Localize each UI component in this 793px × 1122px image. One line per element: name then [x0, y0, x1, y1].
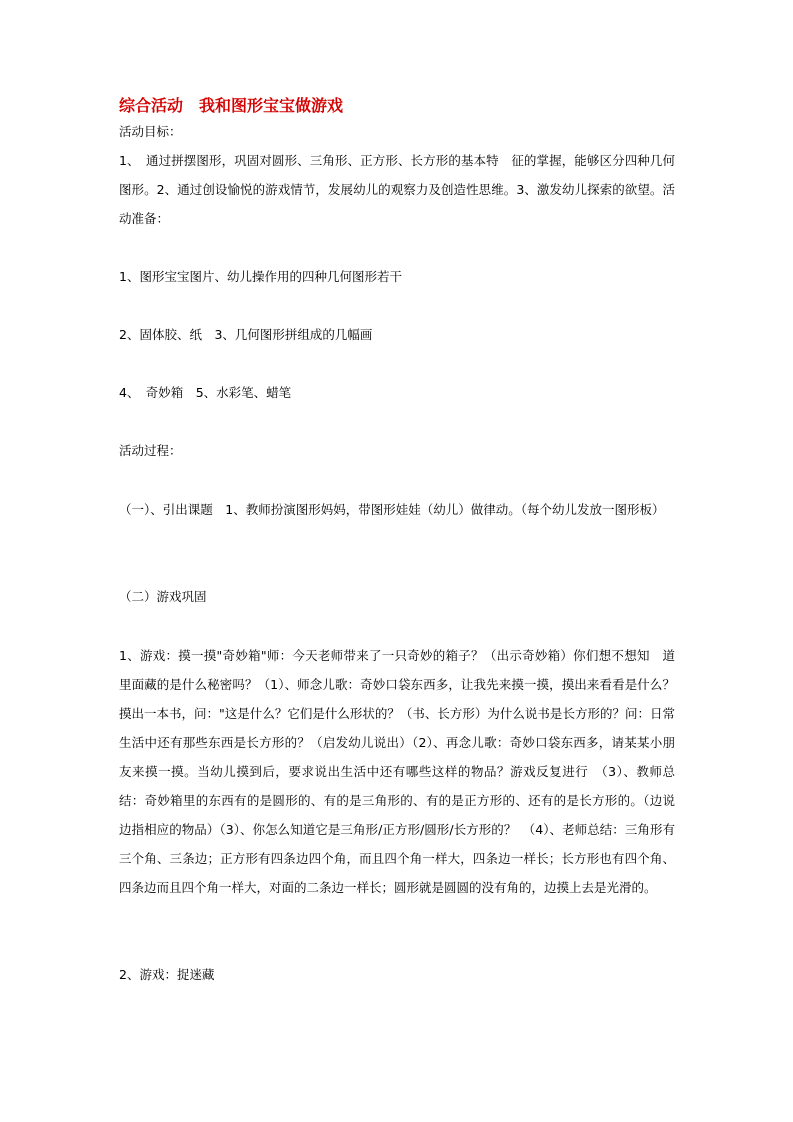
- goal-label: 活动目标：: [119, 124, 182, 139]
- section-2-heading: （二）游戏巩固: [119, 589, 207, 604]
- section-1-paragraph: （一）、引出课题 1、教师扮演图形妈妈，带图形娃娃（幼儿）做律动。（每个幼儿发放一图形板）: [119, 502, 665, 517]
- goal-paragraph: 1、 通过拼摆图形，巩固对圆形、三角形、正方形、长方形的基本特 征的掌握，能够区分四种几何图形。2、通过创设愉悦的游戏情节，发展幼儿的观察力及创造性思维。3、激发幼儿探索的欲望。活动准备：: [119, 153, 675, 226]
- page-title: 综合活动 我和图形宝宝做游戏: [119, 96, 344, 115]
- prep-item-2: 2、固体胶、纸 3、几何图形拼组成的几幅画: [119, 327, 373, 342]
- game-2-heading: 2、游戏：捉迷藏: [119, 967, 215, 982]
- prep-item-3: 4、 奇妙箱 5、水彩笔、蜡笔: [119, 385, 292, 400]
- prep-item-1: 1、图形宝宝图片、幼儿操作用的四种几何图形若干: [119, 269, 402, 284]
- process-label: 活动过程：: [119, 443, 182, 458]
- game-1-paragraph: 1、游戏：摸一摸"奇妙箱"师：今天老师带来了一只奇妙的箱子？（出示奇妙箱）你们想不想知 道里面藏的是什么秘密吗？（1）、师念儿歌：奇妙口袋东西多，让我先来摸一摸，摸出来看看是什么？摸出一本书，问："这是什么？它们是什么形状的？（书、长方形）为什么说书是长方形的？问：日常生活中还有那些东西是长方形的？（启发幼儿说出）（2）、再念儿歌：奇妙口袋东西多，请某某小朋友来摸一摸。当幼儿摸到后，要求说出生活中还有哪些这样的物品？游戏反复进行 （3）、教师总结：奇妙箱里的东西有的是圆形的、有的是三角形的、有的是正方形的、还有的是长方形的。（边说边指相应的物品）（3）、你怎么知道它是三角形/正方形/圆形/长方形的？ （4）、老师总结：三角形有三个角、三条边；正方形有四条边四个角，而且四个角一样大，四条边一样长；长方形也有四个角、四条边而且四个角一样大，对面的二条边一样长；圆形就是圆圆的没有角的，边摸上去是光滑的。: [119, 648, 675, 895]
